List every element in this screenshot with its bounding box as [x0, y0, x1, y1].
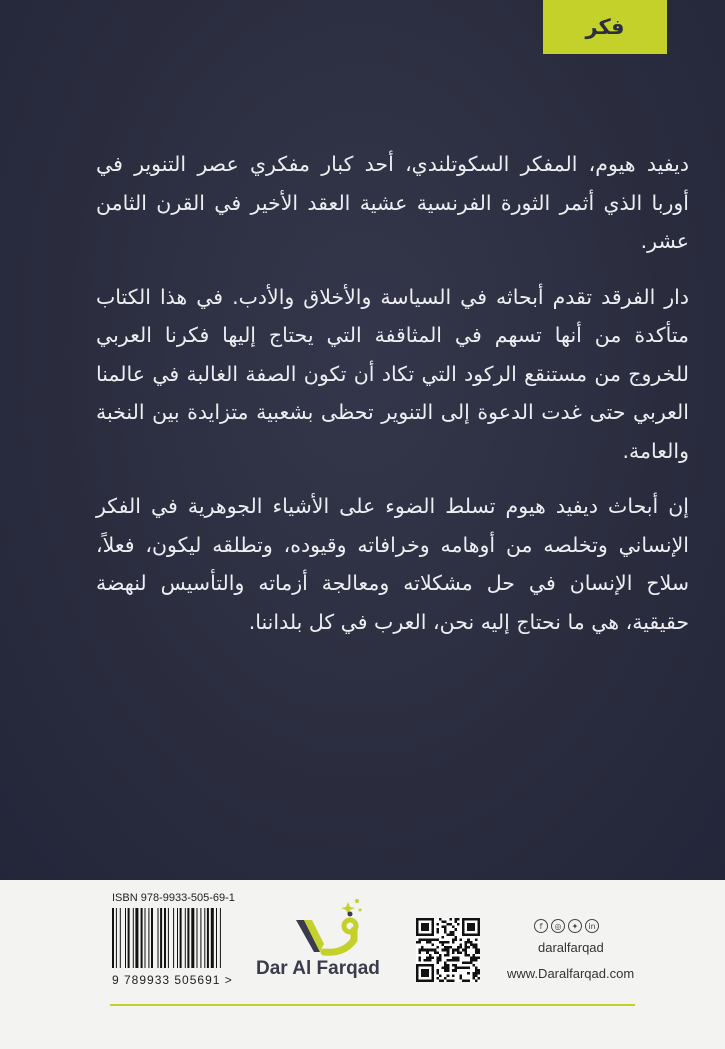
social-icons: [534, 919, 599, 933]
blurb-paragraph-3: إن أبحاث ديفيد هيوم تسلط الضوء على الأشياء الجوهرية في الفكر الإنساني وتخلصه من أوهامه وخرافاته وقيوده، وتطلقه ليكون، فعلاً، سلاح الإنسان في حل مشكلاته ومعالجة أزماته والتأسيس لنهضة حقيقية، هي ما نحتاج إليه نحن، العرب في كل بلداننا.: [96, 494, 689, 634]
barcode-digits: 9 789933 505691 >: [112, 973, 233, 987]
publisher-name: Dar Al Farqad: [256, 958, 380, 979]
facebook-icon: f: [534, 919, 548, 933]
publisher-footer: [0, 880, 725, 1049]
barcode-icon: [112, 908, 258, 968]
website-url: www.Daralfarqad.com: [507, 966, 635, 981]
category-tag: فكر: [543, 0, 667, 54]
linkedin-icon: in: [585, 919, 599, 933]
blurb-paragraph-2: دار الفرقد تقدم أبحاثه في السياسة والأخلاق والأدب. في هذا الكتاب متأكدة من أنها تسهم في المثاقفة التي يحتاج إليها فكرنا العربي للخروج من مستنقع الركود التي تكاد أن تكون الصفة الغالبة في عالمنا العربي حتى غدت الدعوة إلى التنوير تحظى بشعبية متزايدة بين النخبة والعامة.: [96, 284, 689, 463]
isbn-label: ISBN 978-9933-505-69-1: [112, 892, 235, 904]
social-handle: daralfarqad: [538, 940, 604, 955]
instagram-icon: ◎: [551, 919, 565, 933]
qr-code-icon: [416, 918, 480, 982]
publisher-logo-icon: [290, 896, 370, 958]
twitter-icon: ✦: [568, 919, 582, 933]
blurb-paragraph-1: ديفيد هيوم، المفكر السكوتلندي، أحد كبار مفكري عصر التنوير في أوربا الذي أثمر الثورة الفرنسية عشية العقد الأخير في القرن الثامن عشر.: [96, 152, 689, 253]
accent-divider: [110, 1004, 635, 1006]
blurb-text: [96, 145, 689, 658]
